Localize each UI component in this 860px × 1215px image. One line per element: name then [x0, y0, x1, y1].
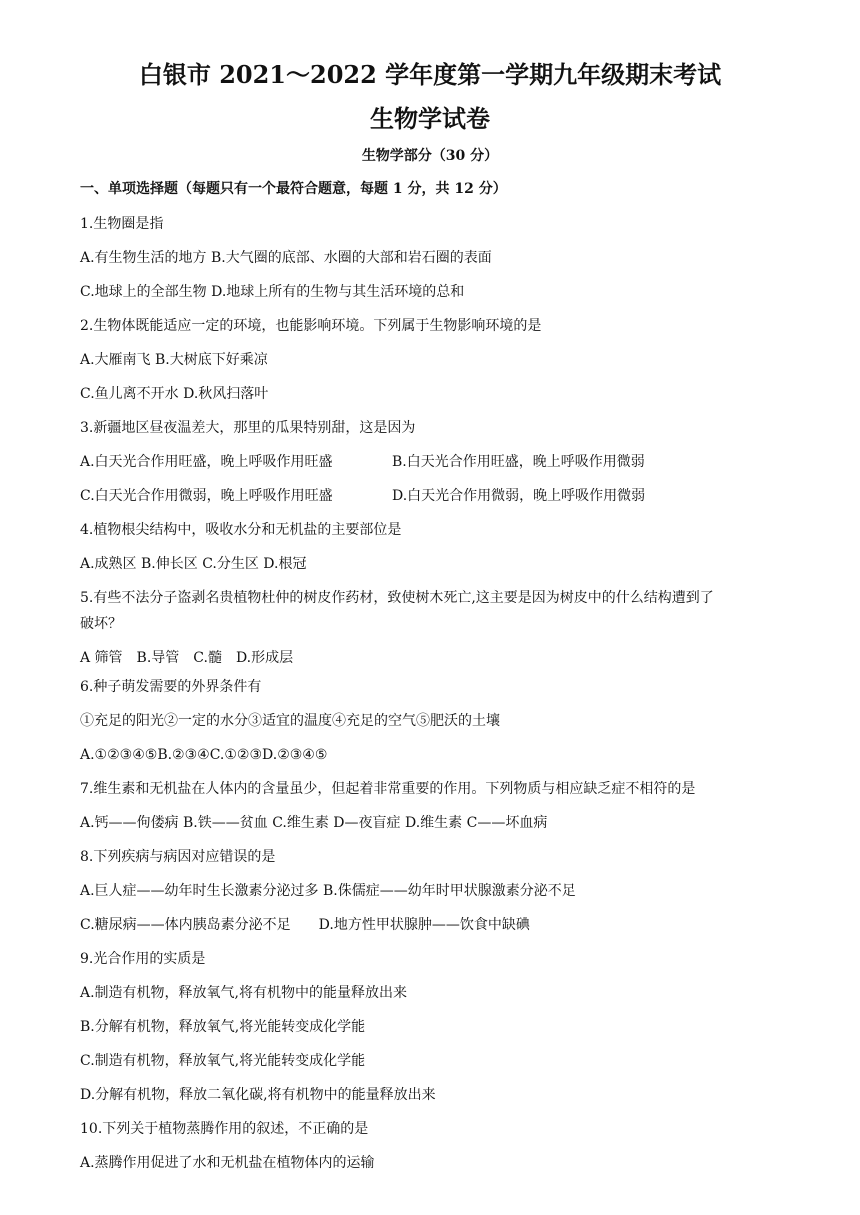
question-stem: 10.下列关于植物蒸腾作用的叙述，不正确的是 — [80, 1121, 369, 1137]
option-line: A.制造有机物，释放氧气,将有机物中的能量释放出来 — [80, 985, 408, 1001]
option-line: A.巨人症——幼年时生长激素分泌过多 B.侏儒症——幼年时甲状腺激素分泌不足 — [80, 883, 576, 899]
condition-list: ①充足的阳光②一定的水分③适宜的温度④充足的空气⑤肥沃的土壤 — [80, 713, 500, 729]
exam-title: 白银市 2021～2022 学年度第一学期九年级期末考试 — [138, 60, 722, 89]
option-line: A.蒸腾作用促进了水和无机盐在植物体内的运输 — [80, 1155, 375, 1171]
option-line: A.有生物生活的地方 B.大气圈的底部、水圈的大部和岩石圈的表面 — [80, 250, 492, 266]
question-stem: 9.光合作用的实质是 — [80, 951, 206, 967]
question-stem: 8.下列疾病与病因对应错误的是 — [80, 849, 276, 865]
option-line: A.钙——佝偻病 B.铁——贫血 C.维生素 D—夜盲症 D.维生素 C——坏血病 — [80, 815, 548, 831]
option-line: D.分解有机物，释放二氧化碳,将有机物中的能量释放出来 — [80, 1087, 436, 1103]
question-stem: 6.种子萌发需要的外界条件有 — [80, 679, 262, 695]
option-b: B.白天光合作用旺盛，晚上呼吸作用微弱 — [392, 454, 645, 470]
option-c: C.白天光合作用微弱，晚上呼吸作用旺盛 — [80, 488, 333, 504]
option-row — [80, 452, 780, 472]
option-line: C.制造有机物，释放氧气,将光能转变成化学能 — [80, 1053, 366, 1069]
question-stem: 3.新疆地区昼夜温差大，那里的瓜果特别甜，这是因为 — [80, 420, 416, 436]
option-line: A.大雁南飞 B.大树底下好乘凉 — [80, 352, 268, 368]
question-stem: 5.有些不法分子盗剥名贵植物杜仲的树皮作药材，致使树木死亡,这主要是因为树皮中的什么结构遭到了 — [80, 590, 714, 606]
section-title: 生物学部分（30 分） — [361, 148, 499, 164]
question-stem: 7.维生素和无机盐在人体内的含量虽少，但起着非常重要的作用。下列物质与相应缺乏症不相符的是 — [80, 781, 696, 797]
option-a: A.白天光合作用旺盛，晚上呼吸作用旺盛 — [80, 454, 333, 470]
question-stem: 1.生物圈是指 — [80, 216, 164, 232]
option-row — [80, 486, 780, 506]
question-stem-continued: 破坏？ — [80, 616, 122, 632]
option-line: A 筛管 B.导管 C.髓 D.形成层 — [80, 650, 294, 666]
option-line: C.糖尿病——体内胰岛素分泌不足 D.地方性甲状腺肿——饮食中缺碘 — [80, 917, 530, 933]
option-line: C.鱼儿离不开水 D.秋风扫落叶 — [80, 386, 269, 402]
option-d: D.白天光合作用微弱，晚上呼吸作用微弱 — [392, 488, 646, 504]
option-line: A.成熟区 B.伸长区 C.分生区 D.根冠 — [80, 556, 307, 572]
option-line: A.①②③④⑤B.②③④C.①②③D.②③④⑤ — [80, 747, 328, 763]
question-stem: 2.生物体既能适应一定的环境，也能影响环境。下列属于生物影响环境的是 — [80, 318, 542, 334]
part-heading: 一、单项选择题（每题只有一个最符合题意，每题 1 分，共 12 分） — [80, 181, 507, 197]
subject-title: 生物学试卷 — [370, 104, 490, 133]
option-line: B.分解有机物，释放氧气,将光能转变成化学能 — [80, 1019, 366, 1035]
option-line: C.地球上的全部生物 D.地球上所有的生物与其生活环境的总和 — [80, 284, 465, 300]
question-stem: 4.植物根尖结构中，吸收水分和无机盐的主要部位是 — [80, 522, 402, 538]
